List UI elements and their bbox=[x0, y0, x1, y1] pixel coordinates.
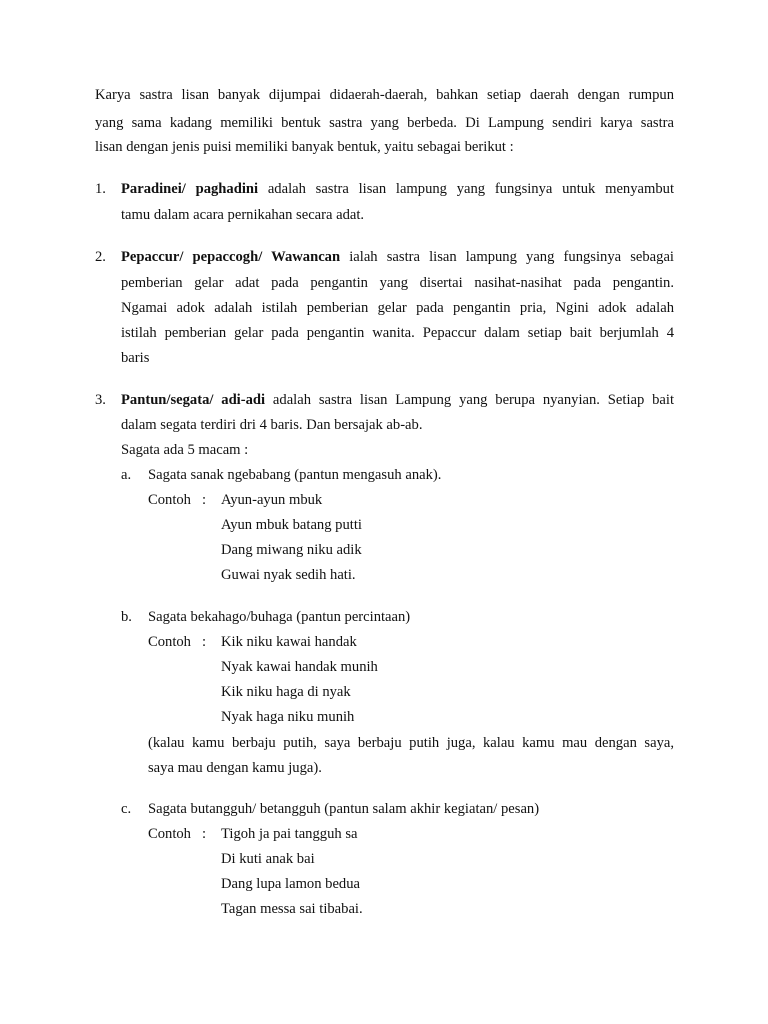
verse-line: Guwai nyak sedih hati. bbox=[221, 567, 356, 583]
item-2-line-1 bbox=[121, 248, 674, 266]
verse-line: Nyak haga niku munih bbox=[221, 709, 355, 725]
verse-line: Nyak kawai handak munih bbox=[221, 659, 378, 675]
item-number: 3. bbox=[95, 392, 106, 408]
item-2-line-5: baris bbox=[121, 350, 150, 366]
item-term: Pepaccur/ pepaccogh/ Wawancan bbox=[121, 249, 341, 265]
verse-line: Di kuti anak bai bbox=[221, 851, 315, 867]
intro-line-1: Karya sastra lisan banyak dijumpai didaerah-daerah, bahkan setiap daerah dengan rumpun bbox=[95, 87, 674, 103]
example-label: Contoh bbox=[148, 634, 191, 650]
verse-line: Dang lupa lamon bedua bbox=[221, 876, 361, 892]
subitem-letter: c. bbox=[121, 801, 132, 817]
item-3-line-2: dalam segata terdiri dri 4 baris. Dan bersajak ab-ab. bbox=[121, 417, 423, 433]
item-text: adalah sastra lisan lampung yang fungsinya untuk menyambut bbox=[258, 181, 674, 197]
example-label: Contoh bbox=[148, 492, 191, 508]
verse-line: Tagan messa sai tibabai. bbox=[221, 901, 363, 917]
verse-line: Tigoh ja pai tangguh sa bbox=[221, 826, 358, 842]
example-colon: : bbox=[202, 492, 207, 508]
item-1-line-1 bbox=[121, 180, 674, 198]
item-2-line-3: Ngamai adok adalah istilah pemberian gelar pada pengantin pria, Ngini adok adalah bbox=[121, 300, 674, 316]
verse-line: Ayun-ayun mbuk bbox=[221, 492, 323, 508]
subitem-letter: a. bbox=[121, 467, 132, 483]
item-number: 2. bbox=[95, 249, 106, 265]
verse-line: Kik niku kawai handak bbox=[221, 634, 357, 650]
subitem-title: Sagata sanak ngebabang (pantun mengasuh anak). bbox=[148, 467, 442, 483]
item-3-line-1 bbox=[121, 391, 674, 409]
item-text: ialah sastra lisan lampung yang fungsinya sebagai bbox=[340, 249, 674, 265]
intro-line-2: yang sama kadang memiliki bentuk sastra yang berbeda. Di Lampung sendiri karya sastra bbox=[95, 115, 674, 131]
verse-line: Dang miwang niku adik bbox=[221, 542, 362, 558]
subitem-title: Sagata butangguh/ betangguh (pantun salam akhir kegiatan/ pesan) bbox=[148, 801, 540, 817]
item-number: 1. bbox=[95, 181, 106, 197]
subitem-title: Sagata bekahago/buhaga (pantun percintaan) bbox=[148, 609, 411, 625]
subitem-letter: b. bbox=[121, 609, 132, 625]
item-2-line-2: pemberian gelar adat pada pengantin yang disertai nasihat-nasihat pada pengantin. bbox=[121, 275, 674, 291]
verse-line: Ayun mbuk batang putti bbox=[221, 517, 362, 533]
item-1-line-2: tamu dalam acara pernikahan secara adat. bbox=[121, 207, 365, 223]
item-text: adalah sastra lisan Lampung yang berupa nyanyian. Setiap bait bbox=[265, 392, 674, 408]
note-line-1: (kalau kamu berbaju putih, saya berbaju putih juga, kalau kamu mau dengan saya, bbox=[148, 735, 674, 751]
item-term: Paradinei/ paghadini bbox=[121, 181, 259, 197]
intro-line-3: lisan dengan jenis puisi memiliki banyak bentuk, yaitu sebagai berikut : bbox=[95, 139, 514, 155]
note-line-2: saya mau dengan kamu juga). bbox=[148, 760, 322, 776]
example-colon: : bbox=[202, 826, 207, 842]
verse-line: Kik niku haga di nyak bbox=[221, 684, 351, 700]
item-term: Pantun/segata/ adi-adi bbox=[121, 392, 266, 408]
example-label: Contoh bbox=[148, 826, 191, 842]
item-3-line-3: Sagata ada 5 macam : bbox=[121, 442, 249, 458]
example-colon: : bbox=[202, 634, 207, 650]
item-2-line-4: istilah pemberian gelar pada pengantin wanita. Pepaccur dalam setiap bait berjumlah 4 bbox=[121, 325, 674, 341]
